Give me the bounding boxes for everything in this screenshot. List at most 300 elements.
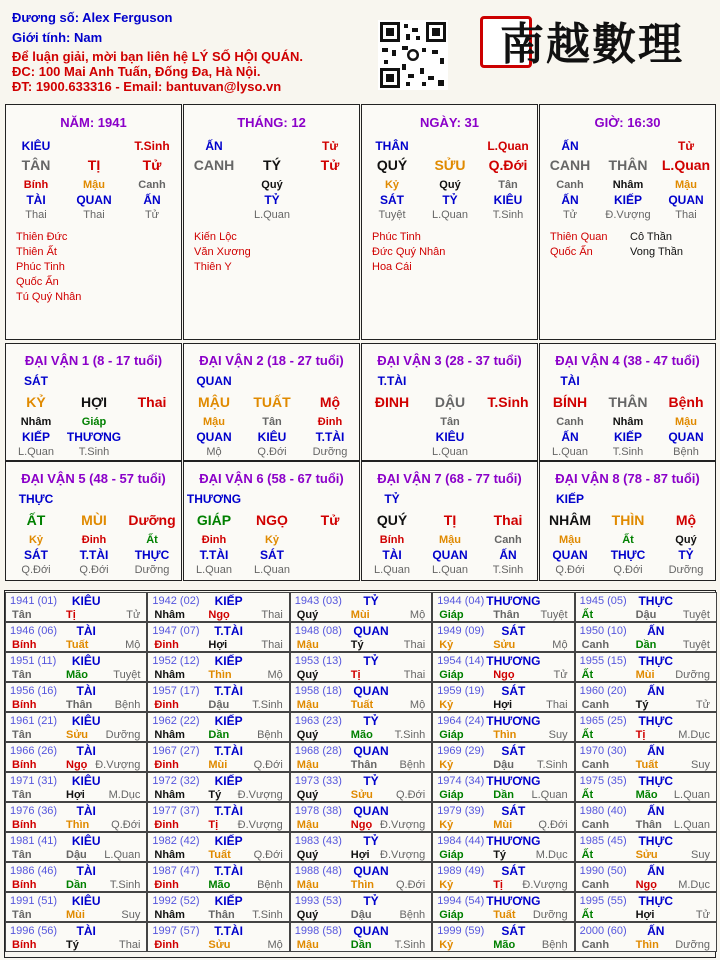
luck-r2-cell: DẬU: [434, 394, 466, 410]
year-branch: Mùi: [208, 759, 228, 771]
year-ten-god: QUAN: [353, 624, 389, 638]
year-cell[interactable]: [290, 862, 432, 892]
ten-god: TỶ: [384, 492, 400, 506]
pillar-r2-cell: Tử: [142, 157, 162, 173]
year-cell[interactable]: [5, 652, 147, 682]
luck-r5-cell: T.Sinh: [612, 446, 644, 458]
major-luck-box: [361, 343, 538, 461]
year-label: 1989 (49): [437, 865, 485, 877]
luck-r2-cell: TUẤT: [253, 394, 291, 410]
pillar-r5-cell: Đ.Vượng: [605, 209, 651, 221]
year-stem: Canh: [581, 699, 610, 711]
year-phase: Q.Đới: [395, 879, 426, 891]
year-cell[interactable]: [147, 772, 289, 802]
major-luck-title: ĐẠI VẬN 7 (68 - 77 tuổi): [377, 471, 522, 486]
year-phase: Suy: [121, 909, 141, 921]
year-stem: Ất: [581, 729, 594, 741]
year-branch: Thìn: [635, 939, 659, 951]
pillar-r2-cell: CANH: [193, 157, 235, 173]
year-ten-god: THỰC: [638, 594, 674, 608]
year-cell[interactable]: [290, 802, 432, 832]
year-branch: Ngọ: [493, 669, 515, 681]
star-label: Thiên Đức: [16, 231, 68, 243]
star-label: Thiên Ất: [16, 246, 57, 258]
year-label: 1991 (51): [10, 895, 58, 907]
year-label: 1997 (57): [152, 925, 200, 937]
pillar-r1-cell: ẤN: [561, 139, 579, 153]
year-stem: Mậu: [296, 879, 319, 891]
year-branch: Hợi: [635, 909, 655, 921]
year-cell[interactable]: [290, 682, 432, 712]
year-phase: T.Sinh: [537, 759, 568, 771]
year-cell[interactable]: [575, 742, 717, 772]
year-cell[interactable]: [5, 682, 147, 712]
year-stem: Tân: [12, 789, 32, 801]
year-cell[interactable]: [432, 892, 574, 922]
year-phase: Tử: [553, 669, 568, 681]
year-branch: Sửu: [208, 939, 231, 951]
year-stem: Giáp: [439, 849, 464, 861]
luck-r4-cell: T.TÀI: [315, 430, 345, 444]
year-cell[interactable]: [147, 622, 289, 652]
luck-r3-cell: Kỷ: [28, 534, 44, 546]
luck-r2-cell: HỢI: [81, 394, 107, 410]
year-stem: Nhâm: [154, 669, 185, 681]
luck-r3-cell: Canh: [494, 534, 522, 546]
year-branch: Tý: [208, 789, 222, 801]
pillar-r4-cell: ẤN: [561, 193, 579, 207]
year-cell[interactable]: [575, 892, 717, 922]
year-ten-god: ẤN: [647, 924, 665, 938]
pillar-r5-cell: Thai: [83, 209, 105, 221]
luck-r4-cell: QUAN: [552, 548, 588, 562]
year-label: 1966 (26): [10, 745, 58, 757]
year-label: 1974 (34): [437, 775, 485, 787]
year-cell[interactable]: [5, 772, 147, 802]
year-phase: Bệnh: [257, 879, 283, 891]
year-ten-god: THƯƠNG: [486, 594, 541, 608]
year-stem: Bính: [12, 879, 37, 891]
year-cell[interactable]: [575, 682, 717, 712]
year-branch: Tị: [493, 879, 503, 891]
year-phase: Tử: [126, 609, 141, 621]
year-label: 1968 (28): [294, 745, 342, 757]
ten-god: TÀI: [560, 374, 580, 388]
year-stem: Quý: [296, 789, 319, 801]
year-ten-god: KIÊU: [71, 594, 101, 608]
year-phase: Bệnh: [541, 939, 568, 951]
year-label: 1965 (25): [579, 715, 627, 727]
year-stem: Quý: [296, 609, 319, 621]
year-cell[interactable]: [432, 622, 574, 652]
luck-r2-cell: Dưỡng: [128, 512, 176, 528]
major-luck-box: [5, 343, 182, 461]
year-label: 1964 (24): [437, 715, 485, 727]
year-ten-god: TÀI: [76, 804, 96, 818]
year-phase: Bệnh: [399, 909, 426, 921]
year-phase: Tuyệt: [682, 609, 710, 621]
year-phase: Tuyệt: [540, 609, 568, 621]
year-phase: Mộ: [267, 939, 283, 951]
year-cell[interactable]: [5, 592, 147, 622]
year-cell[interactable]: [290, 742, 432, 772]
year-cell[interactable]: [290, 892, 432, 922]
major-luck-title: ĐẠI VẬN 2 (18 - 27 tuổi): [199, 353, 344, 368]
year-phase: M.Dục: [678, 729, 710, 741]
year-stem: Ất: [581, 789, 594, 801]
year-label: 1972 (32): [152, 775, 200, 787]
year-branch: Mão: [350, 729, 373, 741]
pillar-r2-cell: THÂN: [608, 157, 648, 173]
year-label: 1976 (36): [10, 805, 58, 817]
year-ten-god: TỶ: [363, 594, 379, 608]
luck-r2-cell: THÂN: [608, 394, 648, 410]
year-branch: Thìn: [493, 729, 517, 741]
year-cell[interactable]: [147, 832, 289, 862]
luck-r3-cell: Đinh: [317, 416, 343, 428]
year-branch: Dậu: [66, 849, 87, 861]
year-phase: Suy: [548, 729, 568, 741]
year-cell[interactable]: [290, 922, 432, 952]
luck-r3-cell: Tân: [262, 416, 282, 428]
year-branch: Tuất: [208, 849, 231, 861]
year-label: 1996 (56): [10, 925, 58, 937]
pillar-r4-cell: TỶ: [264, 193, 280, 207]
year-stem: Canh: [581, 939, 610, 951]
year-label: 1985 (45): [579, 835, 627, 847]
year-ten-god: TÀI: [76, 924, 96, 938]
year-stem: Quý: [296, 849, 319, 861]
luck-r3-cell: Giáp: [81, 416, 107, 428]
year-branch: Tuất: [350, 699, 374, 711]
year-stem: Ất: [581, 609, 594, 621]
year-ten-god: SÁT: [501, 924, 526, 938]
year-phase: Đ.Vượng: [237, 789, 283, 801]
year-ten-god: KIÊU: [71, 714, 101, 728]
luck-r4-cell: KIẾP: [613, 430, 642, 444]
major-luck-box: [5, 461, 182, 581]
luck-r5-cell: Mộ: [206, 446, 222, 458]
year-ten-god: T.TÀI: [214, 744, 243, 758]
year-phase: T.Sinh: [252, 699, 283, 711]
pillar-r3-cell: Kỷ: [384, 179, 400, 191]
year-branch: Tị: [635, 729, 646, 741]
year-cell[interactable]: [290, 622, 432, 652]
ten-god: SÁT: [24, 374, 48, 388]
year-stem: Canh: [581, 639, 610, 651]
pillar-r5-cell: L.Quan: [253, 209, 291, 221]
year-branch: Thân: [493, 609, 520, 621]
luck-r2-cell: Mộ: [675, 512, 697, 528]
year-cell[interactable]: [432, 862, 574, 892]
major-luck-box: [539, 461, 716, 581]
year-cell[interactable]: [5, 742, 147, 772]
pillar-r2-cell: Tử: [320, 157, 340, 173]
year-cell[interactable]: [432, 712, 574, 742]
major-luck-title: ĐẠI VẬN 8 (78 - 87 tuổi): [555, 471, 700, 486]
year-cell[interactable]: [575, 712, 717, 742]
luck-r3-cell: Đinh: [81, 534, 107, 546]
year-label: 1947 (07): [152, 625, 200, 637]
year-label: 1986 (46): [10, 865, 58, 877]
pillar-r5-cell: Tuyệt: [378, 209, 406, 221]
year-ten-god: ẤN: [647, 684, 665, 698]
luck-r5-cell: Q.Đới: [613, 564, 643, 576]
year-phase: Q.Đới: [395, 789, 426, 801]
year-branch: Tý: [350, 639, 364, 651]
year-ten-god: TÀI: [76, 744, 96, 758]
year-stem: Kỷ: [439, 699, 454, 711]
pillar-title: GIỜ: 16:30: [594, 115, 661, 130]
year-branch: Hợi: [350, 849, 370, 861]
year-phase: Q.Đới: [253, 759, 283, 771]
year-cell[interactable]: [432, 652, 574, 682]
year-label: 1961 (21): [10, 715, 58, 727]
year-branch: Mão: [66, 669, 88, 681]
year-phase: L.Quan: [531, 789, 568, 801]
year-ten-god: KIÊU: [71, 774, 101, 788]
year-cell[interactable]: [575, 772, 717, 802]
year-cell[interactable]: [147, 592, 289, 622]
year-label: 1971 (31): [10, 775, 58, 787]
year-label: 1951 (11): [10, 655, 57, 667]
year-label: 1993 (53): [294, 895, 342, 907]
pillar-title: NGÀY: 31: [420, 115, 479, 130]
pillar-r1-cell: Tử: [677, 139, 695, 153]
year-label: 1992 (52): [152, 895, 200, 907]
year-stem: Nhâm: [154, 849, 185, 861]
ten-god: KIẾP: [555, 492, 584, 506]
year-phase: Bệnh: [257, 729, 283, 741]
pillar-r5-cell: Tử: [562, 209, 578, 221]
major-luck-box: [183, 343, 360, 461]
year-cell[interactable]: [290, 772, 432, 802]
pillar-r1-cell: ẤN: [205, 139, 223, 153]
year-ten-god: TỶ: [363, 654, 379, 668]
year-phase: Q.Đới: [111, 819, 141, 831]
year-label: 1952 (12): [152, 655, 200, 667]
year-cell[interactable]: [432, 772, 574, 802]
year-cell[interactable]: [147, 802, 289, 832]
pillar-r4-cell: SÁT: [380, 193, 404, 207]
year-stem: Kỷ: [439, 879, 454, 891]
year-phase: Đ.Vượng: [95, 759, 141, 771]
year-label: 1999 (59): [437, 925, 485, 937]
year-stem: Nhâm: [154, 789, 185, 801]
year-phase: Q.Đới: [538, 819, 568, 831]
year-phase: T.Sinh: [394, 729, 426, 741]
year-branch: Thìn: [208, 669, 232, 681]
year-phase: Suy: [691, 759, 710, 771]
year-ten-god: THỰC: [638, 774, 674, 788]
year-label: 1953 (13): [294, 655, 342, 667]
year-phase: Đ.Vượng: [380, 819, 426, 831]
year-cell[interactable]: [5, 922, 147, 952]
year-cell[interactable]: [5, 892, 147, 922]
year-stem: Giáp: [439, 609, 464, 621]
year-cell[interactable]: [432, 802, 574, 832]
year-stem: Canh: [581, 819, 610, 831]
year-ten-god: T.TÀI: [214, 804, 243, 818]
year-branch: Tuất: [66, 639, 89, 651]
year-branch: Ngọ: [66, 759, 88, 771]
luck-r3-cell: Canh: [556, 416, 584, 428]
pillar-r5-cell: T.Sinh: [492, 209, 524, 221]
year-cell[interactable]: [5, 802, 147, 832]
year-branch: Dậu: [493, 759, 514, 771]
year-stem: Bính: [12, 759, 37, 771]
luck-r3-cell: Mậu: [675, 416, 697, 428]
year-cell[interactable]: [432, 742, 574, 772]
pillar-r1-cell: KIÊU: [21, 139, 51, 153]
year-phase: Dưỡng: [105, 729, 141, 741]
year-cell[interactable]: [147, 652, 289, 682]
pillar-r3-cell: Mậu: [675, 179, 697, 191]
year-label: 1956 (16): [10, 685, 58, 697]
qr-code-icon[interactable]: [378, 20, 448, 90]
year-branch: Dần: [493, 789, 514, 801]
year-branch: Mùi: [350, 609, 370, 621]
year-stem: Đinh: [154, 759, 179, 771]
luck-r2-cell: Thai: [493, 512, 523, 528]
luck-r5-cell: L.Quan: [431, 446, 469, 458]
year-cell[interactable]: [575, 622, 717, 652]
pillar-box: [361, 104, 538, 340]
pillar-r4-cell: ẤN: [143, 193, 161, 207]
year-ten-god: SÁT: [501, 804, 526, 818]
year-branch: Dậu: [350, 909, 372, 921]
luck-r5-cell: L.Quan: [195, 564, 233, 576]
year-ten-god: T.TÀI: [214, 684, 243, 698]
year-stem: Đinh: [154, 699, 179, 711]
pillar-box: [539, 104, 716, 340]
year-ten-god: SÁT: [501, 864, 526, 878]
luck-r3-cell: Tân: [440, 416, 460, 428]
star-label: Hoa Cái: [372, 261, 412, 273]
ten-god: THỰC: [18, 492, 54, 506]
year-label: 1979 (39): [437, 805, 485, 817]
luck-r2-cell: THÌN: [611, 512, 645, 528]
year-cell[interactable]: [147, 922, 289, 952]
year-ten-god: THỰC: [638, 834, 674, 848]
year-cell[interactable]: [147, 862, 289, 892]
year-cell[interactable]: [432, 682, 574, 712]
year-stem: Nhâm: [154, 909, 185, 921]
year-stem: Bính: [12, 639, 37, 651]
year-phase: T.Sinh: [252, 909, 283, 921]
year-stem: Tân: [12, 909, 32, 921]
year-stem: Mậu: [296, 639, 319, 651]
year-cell[interactable]: [290, 652, 432, 682]
year-label: 1950 (10): [579, 625, 627, 637]
luck-r2-cell: KỶ: [26, 394, 46, 410]
year-cell[interactable]: [432, 922, 574, 952]
year-branch: Dậu: [635, 609, 657, 621]
star-label: Văn Xương: [194, 246, 251, 258]
year-stem: Bính: [12, 699, 37, 711]
year-stem: Canh: [581, 759, 610, 771]
year-cell[interactable]: [432, 592, 574, 622]
pillar-box: [183, 104, 360, 340]
pillar-r2-cell: TỊ: [87, 157, 101, 173]
year-cell[interactable]: [575, 802, 717, 832]
year-stem: Quý: [296, 669, 319, 681]
year-label: 1942 (02): [152, 595, 200, 607]
annual-luck-grid: [4, 590, 716, 958]
pillar-r3-cell: Tân: [498, 179, 518, 191]
year-ten-god: T.TÀI: [214, 624, 243, 638]
year-label: 1948 (08): [294, 625, 342, 637]
year-cell[interactable]: [147, 742, 289, 772]
year-phase: M.Dục: [678, 879, 710, 891]
pillar-r1-cell: Tử: [321, 139, 339, 153]
year-cell[interactable]: [575, 832, 717, 862]
year-cell[interactable]: [5, 862, 147, 892]
major-luck-box: [183, 461, 360, 581]
luck-r4-cell: KIÊU: [435, 430, 465, 444]
year-label: 1998 (58): [294, 925, 342, 937]
year-stem: Giáp: [439, 789, 464, 801]
year-cell[interactable]: [575, 862, 717, 892]
year-stem: Giáp: [439, 909, 464, 921]
year-cell[interactable]: [575, 592, 717, 622]
year-branch: Thân: [66, 699, 93, 711]
year-stem: Tân: [12, 669, 32, 681]
pillar-r3-cell: Mậu: [83, 179, 105, 191]
year-phase: Tuyệt: [682, 639, 710, 651]
year-ten-god: ẤN: [647, 624, 665, 638]
year-stem: Kỷ: [439, 759, 454, 771]
year-cell[interactable]: [5, 712, 147, 742]
year-cell[interactable]: [5, 622, 147, 652]
major-luck-box: [361, 461, 538, 581]
year-label: 1990 (50): [579, 865, 627, 877]
year-ten-god: ẤN: [647, 864, 665, 878]
year-cell[interactable]: [432, 832, 574, 862]
year-phase: Dưỡng: [675, 669, 710, 681]
year-branch: Hợi: [66, 789, 85, 801]
year-cell[interactable]: [575, 652, 717, 682]
year-stem: Tân: [12, 849, 32, 861]
major-luck-title: ĐẠI VẬN 6 (58 - 67 tuổi): [199, 471, 344, 486]
contact-invite: Để luận giải, mời bạn liên hệ LÝ SỐ HỘI QUÁN.: [12, 49, 303, 64]
year-cell[interactable]: [147, 892, 289, 922]
year-ten-god: THƯƠNG: [486, 774, 541, 788]
year-ten-god: KIẾP: [214, 774, 243, 788]
luck-r4-cell: TÀI: [382, 548, 402, 562]
year-label: 1981 (41): [10, 835, 58, 847]
gender: Giới tính: Nam: [12, 30, 103, 45]
luck-r5-cell: Dưỡng: [134, 564, 170, 576]
star-label: Kiến Lộc: [194, 231, 237, 243]
year-cell[interactable]: [147, 682, 289, 712]
year-branch: Thân: [350, 759, 378, 771]
year-phase: Mộ: [409, 699, 426, 711]
year-branch: Dậu: [208, 699, 230, 711]
year-cell[interactable]: [5, 832, 147, 862]
year-ten-god: THƯƠNG: [486, 654, 541, 668]
year-cell[interactable]: [290, 712, 432, 742]
year-branch: Ngọ: [635, 879, 657, 891]
luck-r4-cell: T.TÀI: [79, 548, 109, 562]
year-cell[interactable]: [290, 832, 432, 862]
year-cell[interactable]: [147, 712, 289, 742]
luck-r4-cell: SÁT: [260, 548, 284, 562]
year-cell[interactable]: [290, 592, 432, 622]
year-label: 1946 (06): [10, 625, 58, 637]
year-cell[interactable]: [575, 922, 717, 952]
logo: 南越數理: [500, 19, 684, 70]
